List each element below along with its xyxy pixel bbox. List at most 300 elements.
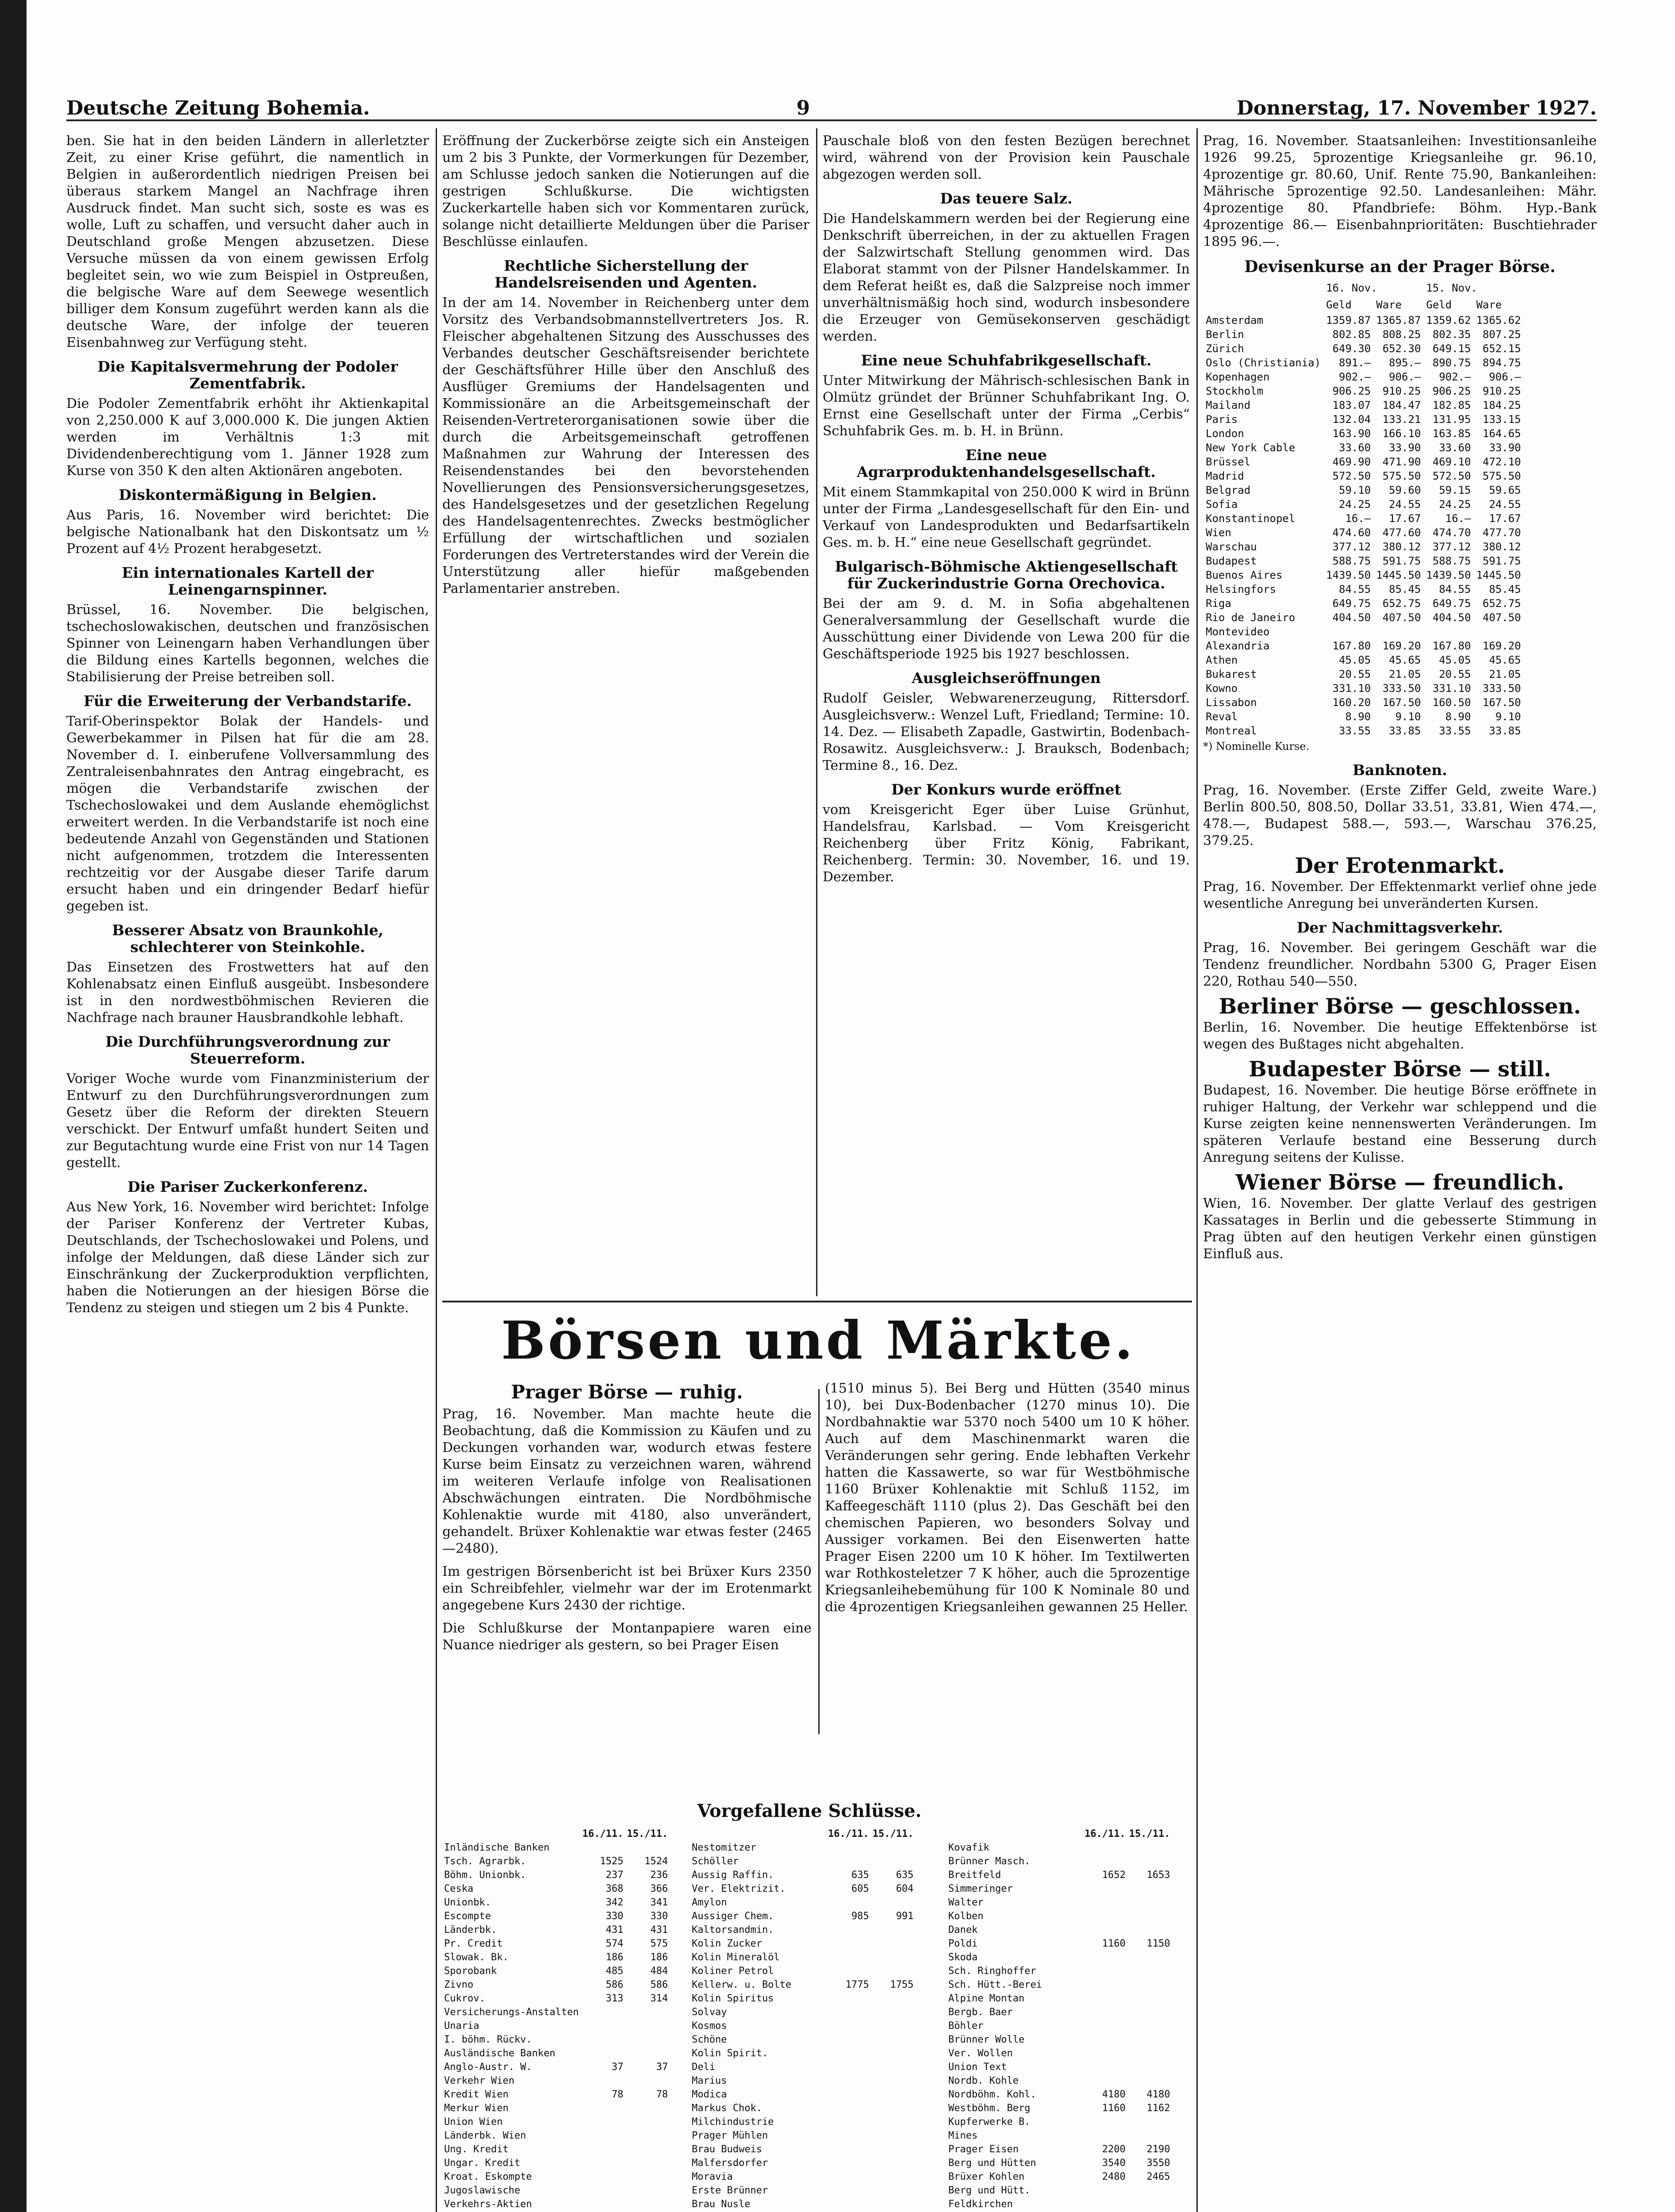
devisen-currency: Riga	[1206, 597, 1231, 610]
schluesse-value-15: 2190	[1146, 2144, 1170, 2155]
devisen-ware-16: 333.50	[1382, 682, 1421, 695]
schluesse-value-15	[871, 2047, 916, 2060]
schluesse-value-15	[871, 2156, 916, 2170]
devisen-currency: Mailand	[1206, 399, 1251, 411]
schluesse-name: Feldkirchen	[948, 2199, 1013, 2210]
devisen-ware-16: 471.90	[1382, 456, 1421, 468]
devisen-geld-16: 163.90	[1332, 427, 1371, 440]
schluesse-row	[947, 2143, 1172, 2156]
schluesse-name: Ver. Wollen	[948, 2048, 1013, 2059]
schluesse-row	[442, 1937, 670, 1951]
schluesse-row	[442, 1855, 670, 1868]
schluesse-name: Jugoslawische	[444, 2185, 521, 2196]
article-heading: Der Konkurs wurde eröffnet	[891, 781, 1121, 798]
schluesse-row	[947, 1992, 1172, 2005]
schluesse-value-16: 313	[606, 1993, 624, 2004]
schluesse-value-15	[1127, 2060, 1172, 2074]
schluesse-value-15: 3550	[1146, 2158, 1170, 2169]
schluesse-name: Sch. Hütt.-Berei	[948, 1979, 1042, 1990]
page-header	[66, 88, 1597, 121]
schluesse-name: Berg und Hütt.	[948, 2185, 1031, 2196]
schluesse-value-16: 635	[851, 1870, 869, 1881]
devisen-ware-16: 575.50	[1382, 470, 1421, 482]
devisen-geld-16: 331.10	[1332, 682, 1371, 695]
schluesse-name: Sporobank	[444, 1966, 497, 1977]
schluesse-row	[690, 1868, 915, 1882]
schluesse-value-15	[625, 2129, 670, 2143]
devisen-geld-16: 377.12	[1332, 541, 1371, 553]
schluesse-value-15	[871, 1964, 916, 1978]
schluesse-value-15: 484	[650, 1966, 668, 1977]
schluesse-row	[690, 2101, 915, 2115]
devisen-geld-16: 1439.50	[1326, 569, 1371, 581]
schluesse-name: Brau Nusle	[692, 2199, 751, 2210]
schluesse-value-16	[826, 1937, 871, 1951]
schluesse-value-15	[625, 2101, 670, 2115]
schluesse-table-2	[690, 1827, 938, 2212]
article-text: Das Einsetzen des Frostwetters hat auf den Kohlenabsatz einen Einfluß ausgeübt. Insbesondere ist in den nordwestböhmischen Revieren die Nachfrage nach brauner Hausbrandkohle lebhaft.	[66, 960, 429, 1025]
wiener-boerse-heading: Wiener Börse — freundlich.	[1235, 1170, 1564, 1195]
schluesse-value-16	[826, 2156, 871, 2170]
schluesse-row	[947, 2060, 1172, 2074]
devisen-geld-16: 802.85	[1332, 328, 1371, 341]
article-text: Die Schlußkurse der Montanpapiere waren eine Nuance niedriger als gestern, so bei Prager Eisen	[442, 1621, 812, 1653]
devisen-ware-15: 1365.62	[1476, 314, 1521, 326]
schluesse-value-16: 186	[606, 1952, 624, 1963]
schluesse-value-15: 341	[650, 1897, 668, 1908]
devisen-currency: Paris	[1206, 413, 1238, 426]
schluesse-value-16	[581, 2019, 625, 2033]
devisen-ware-15: 33.90	[1489, 442, 1521, 454]
schluesse-name: Union Text	[948, 2062, 1007, 2073]
devisen-ware-16: 24.55	[1389, 498, 1421, 511]
devisen-ware-15: 477.70	[1483, 526, 1521, 539]
schluesse-row	[442, 2156, 670, 2170]
devisen-ware-15: 1445.50	[1476, 569, 1521, 581]
schluesse-value-16: 1652	[1102, 1870, 1126, 1881]
schluesse-table-1	[442, 1827, 681, 2212]
schluesse-value-15	[871, 1841, 916, 1855]
devisen-geld-15: 588.75	[1432, 555, 1471, 567]
devisen-geld-16: 160.20	[1332, 696, 1371, 709]
header-date: Donnerstag, 17. November 1927.	[1236, 97, 1597, 119]
devisen-currency: London	[1206, 427, 1244, 440]
schluesse-name: Danek	[948, 1924, 978, 1936]
devisen-row	[1203, 695, 1524, 710]
schluesse-name: Kolin Mineralöl	[692, 1952, 780, 1963]
devisen-ware-16: 21.05	[1389, 668, 1421, 680]
devisen-col-15: 15. Nov.	[1426, 282, 1477, 294]
schluesse-value-15	[1127, 2115, 1172, 2129]
article-text: Bei der am 9. d. M. in Sofia abgehaltenen Generalversammlung der Gesellschaft wurde die Ausschüttung einer Dividende von Lewa 200 für die Geschäftsperiode 1925 bis 1927 beschlossen.	[823, 596, 1190, 662]
devisen-currency: Sofia	[1206, 498, 1238, 511]
schluesse-value-16	[1083, 2060, 1127, 2074]
devisen-ware-16: 1445.50	[1376, 569, 1421, 581]
devisen-row	[1203, 639, 1524, 653]
article-text: Aus New York, 16. November wird berichtet: Infolge der Pariser Konferenz der Vertreter Kubas, Deutschlands, der Tschechoslowakei und Polens, und infolge der Meldungen, daß diese Länder sich zur Einschränkung der Zuckerproduktion verpflichten, haben die Notierungen an der hiesigen Börse die Tendenz zu steigen und stiegen um 2 bis 4 Punkte.	[66, 1199, 429, 1316]
devisen-geld-16: 33.60	[1339, 442, 1371, 454]
schluesse-row	[442, 1909, 670, 1923]
schluesse-value-16	[826, 1841, 871, 1855]
schluesse-row	[947, 1978, 1172, 1992]
devisen-currency: Oslo (Christiania)	[1206, 357, 1321, 369]
article-text: Rudolf Geisler, Webwarenerzeugung, Rittersdorf. Ausgleichsverw.: Wenzel Luft, Friedland; Termine: 10. 14. Dez. — Elisabeth Zapadle, Gastwirtin, Bodenbach-Rosawitz. Ausgleichsverw.: J. Brauksch, Bodenbach; Termine 8., 16. Dez.	[823, 691, 1190, 773]
column-3	[823, 133, 1190, 1292]
devisen-geld-15: 163.85	[1432, 427, 1471, 440]
schluesse-row	[442, 2005, 670, 2019]
schluesse-row	[690, 2019, 915, 2033]
schluesse-row	[690, 2129, 915, 2143]
devisen-row	[1203, 398, 1524, 412]
devisen-ware-16: 169.20	[1382, 640, 1421, 652]
devisen-ware-16: 167.50	[1382, 696, 1421, 709]
schluesse-row	[442, 1896, 670, 1909]
article-text: Unter Mitwirkung der Mährisch-schlesischen Bank in Olmütz gründet der Brünner Schuhfabrikant Ing. O. Ernst eine Gesellschaft unter der Firma „Cerbis“ Schuhfabrik Ges. m. b. H. in Brünn.	[823, 373, 1190, 439]
schluesse-value-15	[625, 2074, 670, 2088]
schluesse-name: Prager Mühlen	[692, 2130, 768, 2141]
schluesse-value-15	[871, 2033, 916, 2047]
article-text: Prag, 16. November. (Erste Ziffer Geld, zweite Ware.) Berlin 800.50, 808.50, Dollar 33.51, 33.81, Wien 474.—, 478.—, Budapest 588.—, 593.—, Warschau 376.25, 379.25.	[1203, 783, 1597, 849]
schluesse-value-15	[871, 2005, 916, 2019]
schluesse-value-16	[581, 2074, 625, 2088]
devisen-currency: Lissabon	[1206, 696, 1257, 709]
devisen-ware-15	[1474, 625, 1524, 639]
devisen-row	[1203, 384, 1524, 398]
article-text: Berlin, 16. November. Die heutige Effektenbörse ist wegen des Bußtages nicht abgehalten.	[1203, 1020, 1597, 1052]
schluesse-value-15	[871, 1896, 916, 1909]
schluesse-name: Erste Brünner	[692, 2185, 768, 2196]
schluesse-name: Breitfeld	[948, 1870, 1001, 1881]
schluesse-value-15: 431	[650, 1924, 668, 1936]
devisen-row	[1203, 667, 1524, 681]
schluesse-value-16	[581, 2170, 625, 2184]
schluesse-value-15	[871, 2115, 916, 2129]
schluesse-name: Poldi	[948, 1938, 978, 1949]
schluesse-value-16	[1083, 2005, 1127, 2019]
schluesse-name: Bergb. Baer	[948, 2007, 1013, 2018]
devisen-currency: Amsterdam	[1206, 314, 1264, 326]
schluesse-name: Cukrov.	[444, 1993, 485, 2004]
devisen-currency: Madrid	[1206, 470, 1244, 482]
header-title: Deutsche Zeitung Bohemia.	[66, 97, 370, 119]
schluesse-row	[690, 2115, 915, 2129]
schluesse-value-15	[1127, 2197, 1172, 2211]
devisen-currency: Athen	[1206, 654, 1238, 666]
schluesse-name: Länderbk. Wien	[444, 2130, 526, 2141]
schluesse-row	[690, 2197, 915, 2211]
devisen-row	[1203, 313, 1524, 327]
article-text: vom Kreisgericht Eger über Luise Grünhut, Handelsfrau, Karlsbad. — Vom Kreisgericht Reichenberg über Fritz König, Fabrikant, Reichenberg. Termin: 30. November, 16. und 19. Dezember.	[823, 802, 1190, 885]
schluesse-value-15: 314	[650, 1993, 668, 2004]
schluesse-value-15	[871, 2170, 916, 2184]
devisen-ware-16: 166.10	[1382, 427, 1421, 440]
schluesse-name: Deli	[692, 2062, 715, 2073]
devisen-ware-15: 21.05	[1489, 668, 1521, 680]
devisen-geld-15: 902.—	[1439, 371, 1471, 383]
article-heading: Das teuere Salz.	[940, 190, 1073, 207]
article-text: Wien, 16. November. Der glatte Verlauf des gestrigen Kassatages in Berlin und die gebesserte Stimmung in Prag übten auf den heutigen Verkehr einen günstigen Einfluß aus.	[1203, 1196, 1597, 1262]
schluesse-value-15: 186	[650, 1952, 668, 1963]
schluesse-name: Böhler	[948, 2020, 984, 2032]
devisen-currency: Kowno	[1206, 682, 1238, 695]
devisen-geld-16: 474.60	[1332, 526, 1371, 539]
devisen-geld: Geld	[1426, 299, 1452, 311]
schluesse-row	[690, 1855, 915, 1868]
devisen-geld-15: 167.80	[1432, 640, 1471, 652]
schluesse-name: Simmeringer	[948, 1883, 1013, 1894]
devisen-row	[1203, 611, 1524, 625]
devisen-row	[1203, 511, 1524, 526]
berliner-boerse-heading: Berliner Börse — geschlossen.	[1219, 994, 1581, 1019]
devisen-geld-16: 59.10	[1339, 484, 1371, 496]
schluesse-row	[690, 2047, 915, 2060]
schluesse-row	[442, 1923, 670, 1937]
devisen-ware-16: 184.47	[1382, 399, 1421, 411]
devisen-geld-16: 572.50	[1332, 470, 1371, 482]
schluesse-value-15	[1127, 1909, 1172, 1923]
devisen-ware-15: 652.75	[1483, 597, 1521, 610]
devisen-table	[1203, 280, 1524, 738]
schluesse-value-15	[871, 2184, 916, 2197]
article-text: Prag, 16. November. Bei geringem Geschäft war die Tendenz freundlicher. Nordbahn 5300 G, Prager Eisen 220, Rothau 540—550.	[1203, 940, 1597, 989]
schluesse-name: Koliner Petrol	[692, 1966, 774, 1977]
schluesse-name: Sch. Ringhoffer	[948, 1966, 1036, 1977]
prager-boerse-heading: Prager Börse — ruhig.	[511, 1381, 743, 1403]
schluesse-value-15	[871, 1855, 916, 1868]
schluesse-value-15	[871, 1937, 916, 1951]
schluesse-value-15	[1127, 1992, 1172, 2005]
schluesse-row	[442, 2143, 670, 2156]
article-heading: Besserer Absatz von Braunkohle, schlechterer von Steinkohle.	[112, 922, 383, 956]
devisen-row	[1203, 710, 1524, 724]
schluesse-value-16: 605	[851, 1883, 869, 1894]
schluesse-name: Verkehrs-Aktien	[444, 2199, 532, 2210]
schluesse-value-16	[1083, 2184, 1127, 2197]
article-text: In der am 14. November in Reichenberg unter dem Vorsitz des Verbandsobmannstellvertreters Jos. R. Fleischer abgehaltenen Sitzung des Ausschusses des Verbandes deutscher Geschäftsreisender berichtete der Geschäftsführer Hille über den Anschluß des Ausflüger Gremiums der Handelsagenten und Kommissionäre an die Arbeitsgemeinschaft der Reisenden-Vertreterorganisationen sowie über die durch die Arbeitsgemeinschaft getroffenen Maßnahmen zur Wahrung der Interessen des Reisendenstandes bei den bevorstehenden Novellierungen des Pensionsversicherungsgesetzes, des Handelsgesetzes und der gesetzlichen Regelung des Handelsagentenrechtes. Zwecks bestmöglicher Erfüllung der wirtschaftlichen und sozialen Forderungen des Vertreterstandes wird der Verein die Unterstützung aller hiefür maßgebenden Parlamentarier anstreben.	[442, 295, 809, 596]
schluesse-value-15	[871, 2019, 916, 2033]
devisen-geld-16: 469.90	[1332, 456, 1371, 468]
schluesse-value-16	[826, 2101, 871, 2115]
devisen-row	[1203, 582, 1524, 596]
article-text: Prag, 16. November. Staatsanleihen: Investitionsanleihe 1926 99.25, 5prozentige Kriegsanleihe gr. 96.10, 4prozentige gr. 80.60, Unif. Rente 75.90, Bankanleihen: Mährische 5prozentige 92.50. Landesanleihen: Mähr. 4prozentige 80. Pfandbriefe: Böhm. Hyp.-Bank 4prozentige 86.— Eisenbahnprioritäten: Buschtiehrader 1895 96.—.	[1203, 133, 1597, 250]
schluesse-value-15	[625, 2033, 670, 2047]
schluesse-value-16	[826, 2129, 871, 2143]
devisen-ware-15: 575.50	[1483, 470, 1521, 482]
devisen-row	[1203, 356, 1524, 370]
article-text: Eröffnung der Zuckerbörse zeigte sich ein Ansteigen um 2 bis 3 Punkte, der Vormerkungen für Dezember, am Schlusse jedoch sanken die Notierungen auf die gestrigen Schlußkurse. Die wichtigsten Zuckerkartelle haben sich vor Kommentaren zurück, solange nicht detaillierte Meldungen über die Pariser Beschlüsse einlaufen.	[442, 133, 809, 250]
devisen-ware-16	[1373, 625, 1423, 639]
schluesse-name: Brau Budweis	[692, 2144, 762, 2155]
devisen-ware-15: 133.15	[1483, 413, 1521, 426]
devisen-geld-15: 1439.50	[1426, 569, 1471, 581]
schluesse-value-16	[581, 1841, 625, 1855]
devisen-ware-15: 45.65	[1489, 654, 1521, 666]
devisen-ware-16: 808.25	[1382, 328, 1421, 341]
schluesse-value-16	[581, 2005, 625, 2019]
schluesse-row	[947, 2170, 1172, 2184]
devisen-geld-15: 906.25	[1432, 385, 1471, 397]
schluesse-col-16: 16./11.	[828, 1828, 869, 1839]
schluesse-value-16	[826, 2197, 871, 2211]
devisen-currency: Konstantinopel	[1206, 512, 1296, 525]
schluesse-value-15	[871, 2088, 916, 2101]
schluesse-name: Merkur Wien	[444, 2103, 509, 2114]
schluesse-value-16	[826, 1923, 871, 1937]
devisen-row	[1203, 426, 1524, 441]
schluesse-value-16	[826, 2143, 871, 2156]
devisen-ware-15: 24.55	[1489, 498, 1521, 511]
schluesse-header-row	[442, 1827, 670, 1841]
article-heading: Der Nachmittagsverkehr.	[1296, 919, 1503, 936]
schluesse-row	[442, 1882, 670, 1896]
schluesse-value-16	[826, 2060, 871, 2074]
schluesse-name: Kaltorsandmin.	[692, 1924, 774, 1936]
article-text: Im gestrigen Börsenbericht ist bei Brüxer Kurs 2350 ein Schreibfehler, vielmehr war der im Erotenmarkt angegebene Kurs 2430 der richtige.	[442, 1564, 812, 1613]
schluesse-value-16	[581, 2047, 625, 2060]
devisen-geld-15: 33.60	[1439, 442, 1471, 454]
schluesse-value-16: 485	[606, 1966, 624, 1977]
devisen-geld-15: 182.85	[1432, 399, 1471, 411]
schluesse-value-16: 4180	[1102, 2089, 1126, 2100]
devisen-geld-15: 1359.62	[1426, 314, 1471, 326]
devisen-ware-15: 910.25	[1483, 385, 1521, 397]
devisen-ware-15: 894.75	[1483, 357, 1521, 369]
devisen-ware-15: 906.—	[1489, 371, 1521, 383]
devisen-ware-15: 169.20	[1483, 640, 1521, 652]
schluesse-name: Milchindustrie	[692, 2116, 774, 2128]
devisen-col-name	[1203, 280, 1323, 296]
schluesse-value-16	[1083, 1896, 1127, 1909]
schluesse-row	[947, 2197, 1172, 2211]
schluesse-value-15	[1127, 1951, 1172, 1964]
schluesse-col-name	[690, 1827, 826, 1841]
devisen-ware-16: 33.90	[1389, 442, 1421, 454]
devisen-geld-15: 404.50	[1432, 611, 1471, 624]
schluesse-value-16: 237	[606, 1870, 624, 1881]
devisen-row	[1203, 469, 1524, 483]
devisen-geld-16: 33.55	[1339, 725, 1371, 737]
schluesse-row	[442, 2033, 670, 2047]
schluesse-row	[690, 2156, 915, 2170]
schluesse-row	[947, 1937, 1172, 1951]
devisen-geld-16: 1359.87	[1326, 314, 1371, 326]
schluesse-value-16	[1083, 1978, 1127, 1992]
devisen-ware-15: 591.75	[1483, 555, 1521, 567]
schluesse-name: Anglo-Austr. W.	[444, 2062, 532, 2073]
schluesse-value-16	[581, 2197, 625, 2211]
schluesse-row	[442, 2170, 670, 2184]
article-text: Prag, 16. November. Man machte heute die Beobachtung, daß die Kommission zu Käufen und zu Deckungen vorhanden war, wodurch etwas festere Kurse beim Einsatz zu verzeichnen waren, während im weiteren Verlaufe infolge von Realisationen Abschwächungen eintraten. Die Nordböhmische Kohlenaktie wurde mit 4180, also unverändert, gehandelt. Brüxer Kohlenaktie war etwas fester (2465—2480).	[442, 1406, 812, 1556]
article-heading: Die Durchführungsverordnung zur Steuerreform.	[105, 1033, 390, 1067]
schluesse-value-15	[871, 1992, 916, 2005]
article-text: (1510 minus 5). Bei Berg und Hütten (3540 minus 10), bei Dux-Bodenbacher (1270 minus 10). Die Nordbahnaktie war 5370 noch 5400 um 10 K höher. Auch auf dem Maschinenmarkt waren die Veränderungen sehr gering. Ende lebhaften Verkehr hatten die Kassawerte, so war für Westböhmische 1160 Brüxer Kohlenaktie mit Schluß 1152, im Kaffeegeschäft 1110 (plus 2). Das Geschäft bei den chemischen Papieren, wo besonders Solvay und Aussiger vorkamen. Bei den Eisenwerten hatte Prager Eisen 2200 um 10 K höher. Im Textilwerten war Rothkosteletzer 7 K höher, auch die 5prozentige Kriegsanleihebemühung für 100 K Nominale 80 und die 4prozentigen Kriegsanleihen gewannen 25 Heller.	[825, 1381, 1190, 1615]
devisen-ware-15: 164.65	[1483, 427, 1521, 440]
schluesse-value-15	[625, 2184, 670, 2197]
devisen-ware-15: 9.10	[1495, 710, 1521, 723]
schluesse-col-16: 16./11.	[1085, 1828, 1126, 1839]
schluesse-name: Kolben	[948, 1911, 984, 1922]
section-banner: Börsen und Märkte.	[501, 1310, 1135, 1371]
column-2	[442, 133, 809, 1292]
devisen-geld-16: 20.55	[1339, 668, 1371, 680]
schluesse-value-16	[1083, 1951, 1127, 1964]
devisen-ware-15: 17.67	[1489, 512, 1521, 525]
schluesse-name: Aussiger Chem.	[692, 1911, 774, 1922]
devisen-ware-16: 652.75	[1382, 597, 1421, 610]
schluesse-row	[690, 1951, 915, 1964]
schluesse-row	[947, 2033, 1172, 2047]
schluesse-value-16	[581, 2184, 625, 2197]
schluesse-name: Kolin Spiritus	[692, 1993, 774, 2004]
devisen-geld-16	[1323, 625, 1373, 639]
schluesse-value-15	[871, 2074, 916, 2088]
devisen-heading: Devisenkurse an der Prager Börse.	[1244, 257, 1556, 276]
schluesse-name: Kolin Spirit.	[692, 2048, 768, 2059]
schluesse-row	[690, 1909, 915, 1923]
schluesse-value-15	[871, 1923, 916, 1937]
devisen-currency: Zürich	[1206, 342, 1244, 355]
schluesse-row	[947, 1909, 1172, 1923]
devisen-ware-15: 472.10	[1483, 456, 1521, 468]
schluesse-row	[947, 1841, 1172, 1855]
schluesse-value-16	[826, 2047, 871, 2060]
devisen-currency: Stockholm	[1206, 385, 1264, 397]
schluesse-value-16	[826, 1855, 871, 1868]
devisen-ware-15: 407.50	[1483, 611, 1521, 624]
devisen-ware-16: 652.30	[1382, 342, 1421, 355]
schluesse-name: Nordböhm. Kohl.	[948, 2089, 1036, 2100]
schluesse-value-15	[625, 2197, 670, 2211]
schluesse-value-15: 635	[896, 1870, 914, 1881]
devisen-geld-16: 906.25	[1332, 385, 1371, 397]
schluesse-value-16: 2200	[1102, 2144, 1126, 2155]
schluesse-value-16	[581, 2156, 625, 2170]
schluesse-row	[442, 1978, 670, 1992]
schluesse-col-15: 15./11.	[1129, 1828, 1170, 1839]
devisen-currency: Alexandria	[1206, 640, 1270, 652]
schluesse-row	[442, 2115, 670, 2129]
schluesse-row	[947, 2156, 1172, 2170]
devisen-geld: Geld	[1326, 299, 1352, 311]
devisen-row	[1203, 526, 1524, 540]
schluesse-name: Zivno	[444, 1979, 474, 1990]
schluesse-value-16	[1083, 1964, 1127, 1978]
schluesse-row	[690, 2184, 915, 2197]
article-text: Pauschale bloß von den festen Bezügen berechnet wird, während von der Provision kein Pauschale abgezogen werden soll.	[823, 133, 1190, 182]
devisen-geld-15: 572.50	[1432, 470, 1471, 482]
devisen-row	[1203, 441, 1524, 455]
schluesse-value-16	[581, 2115, 625, 2129]
schluesse-value-16	[826, 1896, 871, 1909]
schluesse-name: Kupferwerke B.	[948, 2116, 1031, 2128]
schluesse-name: Ung. Kredit	[444, 2144, 509, 2155]
schluesse-name: Modica	[692, 2089, 727, 2100]
schluesse-value-15: 1150	[1146, 1938, 1170, 1949]
schluesse-value-16	[1083, 2197, 1127, 2211]
devisen-ware-15: 33.85	[1489, 725, 1521, 737]
devisen-currency: Brüssel	[1206, 456, 1251, 468]
schluesse-name: Skoda	[948, 1952, 978, 1963]
devisen-currency: New York Cable	[1206, 442, 1296, 454]
schluesse-name: Escompte	[444, 1911, 491, 1922]
schluesse-header-row	[690, 1827, 915, 1841]
schluesse-value-15	[625, 2019, 670, 2033]
article-text: Die Handelskammern werden bei der Regierung eine Denkschrift überreichen, in der zu aktuellen Fragen der Salzwirtschaft Stellung genommen wird. Das Elaborat stammt von der Pilsner Handelskammer. In dem Referat heißt es, daß die Salzpreise noch immer unverhältnismäßig hoch sind, wodurch insbesondere die Erzeuger von Gemüsekonserven geschädigt werden.	[823, 211, 1190, 344]
schluesse-row	[442, 1964, 670, 1978]
devisen-ware-16: 85.45	[1389, 583, 1421, 595]
schluesse-name: Kroat. Eskompte	[444, 2171, 532, 2182]
column-rule	[818, 1389, 820, 1734]
